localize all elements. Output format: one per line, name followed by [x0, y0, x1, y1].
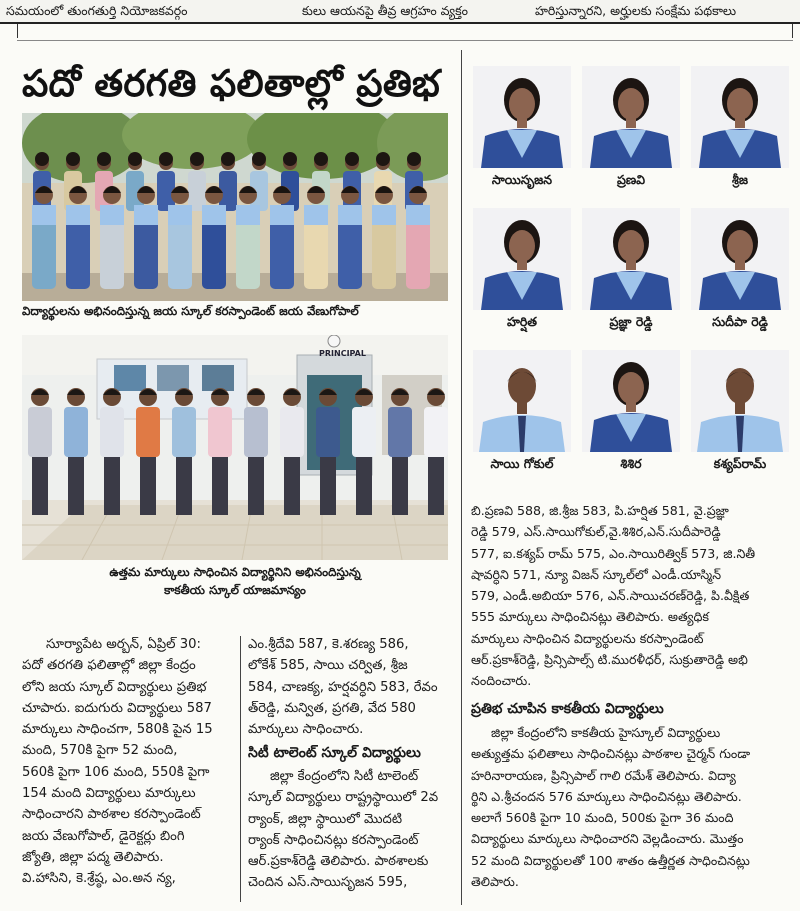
portrait-image — [473, 208, 571, 310]
group-photo-caption: విద్యార్థులను అభినందిస్తున్న జయ స్కూల్ కరస్పాండెంట్ జయ వేణుగోపాల్ — [22, 304, 359, 318]
article-line: ఆర్.ప్రకాశ్‌రెడ్డి, ప్రిన్సిపాల్స్ టి.మురళీధర్, సుక్రుతారెడ్డి అభి — [471, 652, 748, 668]
article-line: లోని జయ స్కూల్ విద్యార్థులు ప్రతిభ — [22, 679, 207, 695]
city-talent-subhead: సిటీ టాలెంట్ స్కూల్ విద్యార్థులు — [248, 745, 421, 761]
article-line: ర్యాంక్ సాధించినట్లు కరస్పాండెంట్ — [248, 832, 419, 848]
article-line: మార్కులు సాధించిన విద్యార్థులను కరస్పాండెంట్ — [471, 630, 704, 646]
group-photo-jaya-school-image — [22, 113, 448, 301]
student-portrait — [582, 66, 680, 168]
article-line: రెడ్డి 579, ఎస్.సాయిగోకుల్,వై.శిశిర,ఎన్.సుదీపారెడ్డి — [471, 524, 721, 540]
portrait-image — [582, 66, 680, 168]
student-name-label: సుదీపా రెడ్డి — [712, 314, 768, 329]
principal-sign: PRINCIPAL — [319, 349, 366, 358]
article-line: అత్యుత్తమ ఫలితాలు సాధించినట్లు పాఠశాల చైర్మన్ గుండా — [471, 746, 751, 762]
article-line: తెలిపారు. — [471, 874, 519, 890]
article-line: మార్కులు సాధించగా, 580కి పైన 15 — [22, 722, 213, 738]
portrait-image — [473, 350, 571, 452]
column-rule — [17, 24, 18, 38]
group-photo-jaya-school — [22, 113, 448, 301]
article-line: ర్యాంక్, జిల్లా స్థాయిలో మొదటి — [248, 811, 403, 827]
student-portrait — [473, 350, 571, 452]
article-line: 154 మంది విద్యార్థులు మార్కులు — [22, 786, 196, 802]
article-line: ర్థిని ఎ.శ్రీచందన 576 మార్కులు సాధించినట్లు తెలిపారు. — [471, 788, 742, 804]
ticker-segment-1: సమయంలో తుంగతుర్తి నియోజకవర్గం — [6, 3, 188, 18]
article-column-2b — [248, 766, 458, 894]
column-rule — [792, 24, 793, 38]
principal-office-photo-image — [22, 335, 448, 560]
portrait-image — [691, 350, 789, 452]
student-name-label: హర్షిత — [506, 314, 538, 329]
student-portrait — [691, 208, 789, 310]
article-line: సూర్యాపేట అర్బన్, ఏప్రిల్ 30: — [46, 637, 201, 652]
article-line: సాధించారని పాఠశాల కరస్పాండెంట్ — [22, 807, 201, 823]
article-line: నందించారు. — [471, 673, 532, 689]
student-portrait — [473, 208, 571, 310]
article-line: మంది, 570కి పైగా 52 మంది, — [22, 743, 178, 759]
article-line: బి.ప్రణవి 588, జి.శ్రీజ 583, పి.హర్షిత 581, వై.ప్రజ్ఞా — [471, 503, 729, 518]
article-line: జిల్లా కేంద్రంలోని సిటీ టాలెంట్ — [270, 769, 419, 784]
student-name-label: ప్రజ్ఞా రెడ్డి — [609, 314, 653, 329]
portrait-image — [473, 66, 571, 168]
top-ticker — [0, 0, 800, 24]
article-line: షావర్ధిని 571, న్యూ విజన్ స్కూల్‌లో ఎండీ.యాస్మిన్ — [471, 566, 722, 582]
portrait-image — [691, 66, 789, 168]
article-column-2 — [248, 634, 458, 740]
section-divider — [17, 40, 793, 41]
article-line: ఎం.శ్రీదేవి 587, కె.శరణ్య 586, — [248, 637, 409, 652]
article-line: 555 మార్కులు సాధించినట్లు తెలిపారు. అత్యధిక — [471, 609, 709, 625]
headline: పదో తరగతి ఫలితాల్లో ప్రతిభ — [22, 62, 441, 105]
ticker-segment-2: కులు ఆయనపై తీవ్ర ఆగ్రహం వ్యక్తం — [302, 3, 469, 18]
principal-photo-caption-line-1: ఉత్తమ మార్కులు సాధించిన విద్యార్థినిని అభినందిస్తున్న — [109, 565, 361, 579]
principal-photo-caption-line-2: కాకతీయ స్కూల్ యాజమాన్యం — [164, 583, 306, 597]
article-line: లోకేశ్ 585, సాయి చర్విత, శ్రీజ — [248, 658, 408, 674]
article-line: అలాగే 560కి పైగా 10 మంది, 500కు పైగా 36 మంది — [471, 810, 734, 826]
article-line: మార్కులు సాధించారు. — [248, 722, 364, 738]
article-line: జయ వేణుగోపాల్, డైరెక్టర్లు బింగి — [22, 828, 185, 844]
student-figure — [219, 152, 237, 211]
article-line: త్‌రెడ్డి, మన్విత, ప్రగతి, వేద 580 — [248, 700, 416, 716]
student-portrait — [582, 208, 680, 310]
student-portrait — [691, 66, 789, 168]
article-line: విద్యార్థులు మార్కులు సాధించారని వెల్లడించారు. మొత్తం — [471, 831, 744, 847]
article-line: 52 మంది విద్యార్థులతో 100 శాతం ఉత్తీర్ణత సాధించినట్లు — [471, 852, 750, 868]
portrait-image — [691, 208, 789, 310]
article-line: జ్యోతి, జిల్లా పద్మ తెలిపారు. — [22, 849, 164, 865]
article-line: 577, ఐ.కశ్యప్ రామ్ 575, ఎం.సాయిరిత్విక్ 573, జి.నితీ — [471, 545, 756, 561]
student-name-label: శ్రీజ — [731, 172, 748, 187]
student-portrait — [473, 66, 571, 168]
principal-office-photo — [22, 335, 448, 560]
student-portrait — [582, 350, 680, 452]
article-line: చెందిన ఎస్.సాయిసృజన 595, — [248, 875, 408, 891]
column-rule — [240, 636, 241, 902]
student-name-label: ప్రణవి — [616, 172, 646, 187]
portrait-image — [582, 208, 680, 310]
student-name-label: శిశిర — [620, 456, 642, 471]
article-line: స్కూల్ విద్యార్థులు రాష్ట్రస్థాయిలో 2వ — [248, 790, 439, 806]
article-line: 584, చాణక్య, హర్షవర్ధిని 583, రేవం — [248, 679, 438, 695]
article-line: ఆర్.ప్రకాశ్‌రెడ్డి తెలిపారు. పాఠశాలకు — [248, 854, 429, 870]
article-line: హరినారాయణ, ప్రిన్సిపాల్ గాలి రమేశ్ తెలిపారు. విద్యా — [471, 767, 736, 783]
student-name-label: కశ్యప్‌రామ్ — [713, 456, 767, 471]
student-figure — [157, 152, 175, 211]
article-line: 579, ఎండీ.అబియా 576, ఎన్.సాయిచరణ్‌రెడ్డి, పి.వీక్షిత — [471, 588, 750, 604]
article-line: చూపారు. ఐదుగురు విద్యార్థులు 587 — [22, 700, 212, 716]
kakatiya-subhead: ప్రతిభ చూపిన కాకతీయ విద్యార్థులు — [471, 701, 664, 717]
student-figure — [188, 152, 206, 211]
student-name-label: సాయి గోకుల్ — [490, 456, 554, 471]
article-line: వి.హాసిని, కె.శ్రేష్ఠ, ఎం.అన న్య, — [22, 871, 176, 887]
student-portrait — [691, 350, 789, 452]
column-rule — [461, 50, 462, 905]
article-line: పదో తరగతి ఫలితాల్లో జిల్లా కేంద్రం — [22, 658, 196, 674]
portrait-image — [582, 350, 680, 452]
article-line: 560కి పైగా 106 మంది, 550కి పైగా — [22, 764, 210, 780]
article-line: జిల్లా కేంద్రంలోని కాకతీయ హైస్కూల్ విద్యార్థులు — [491, 725, 721, 740]
article-column-3 — [471, 500, 793, 692]
ticker-segment-3: హరిస్తున్నారని, అర్హులకు సంక్షేమ పథకాలు — [535, 3, 737, 18]
article-column-1 — [22, 634, 234, 890]
article-column-3b — [471, 722, 793, 892]
student-name-label: సాయిసృజన — [491, 172, 553, 187]
